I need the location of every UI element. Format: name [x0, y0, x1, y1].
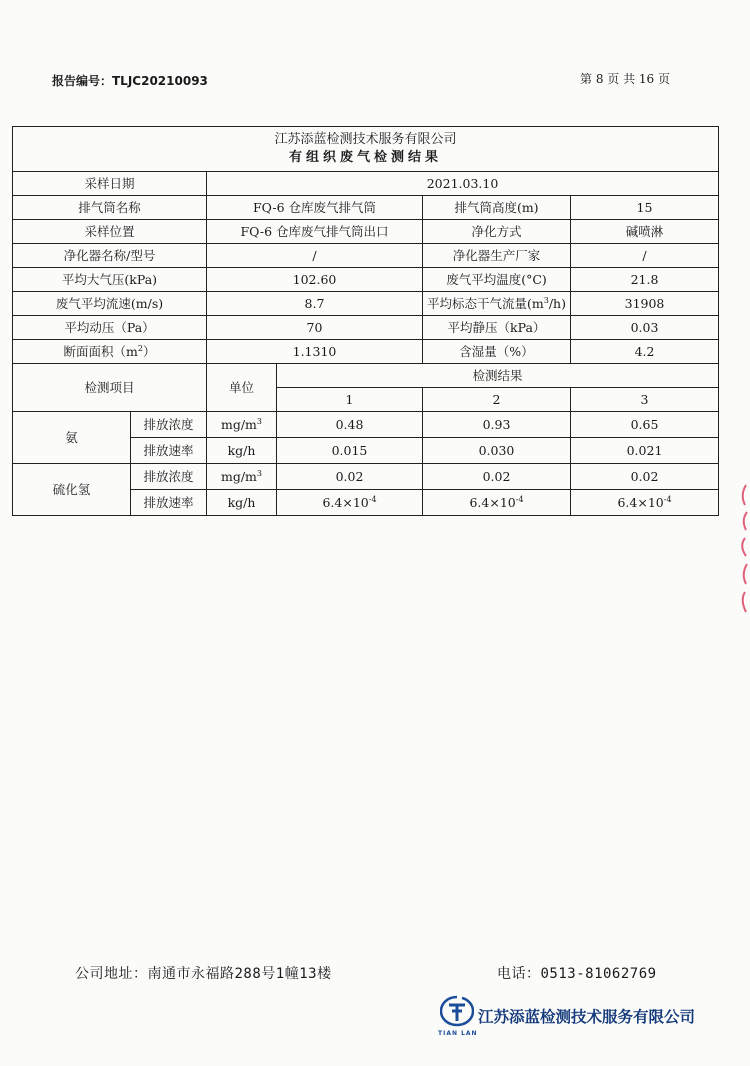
unit-header: 单位	[207, 364, 277, 412]
h2s-name: 硫化氢	[13, 464, 131, 516]
h2s-rate-3	[571, 490, 719, 516]
report-number: 报告编号：TLJC20210093	[52, 74, 208, 88]
ammonia-conc-1: 0.48	[277, 412, 423, 438]
purifier-maker-label: 净化器生产厂家	[423, 244, 571, 268]
results-header: 检测结果	[277, 364, 719, 388]
rate-exp: -4	[663, 494, 672, 504]
flow-label-text: 平均标态干气流量(m	[427, 295, 544, 311]
purify-method-label: 净化方式	[423, 220, 571, 244]
company-address: 公司地址：南通市永福路288号1幢13楼	[75, 966, 332, 982]
stack-height: 15	[571, 196, 719, 220]
h2s-rate-1	[277, 490, 423, 516]
unit-sup: 3	[256, 416, 262, 426]
ammonia-rate-1: 0.015	[277, 438, 423, 464]
result-col-1: 1	[277, 388, 423, 412]
page-number: 第 8 页 共 16 页	[580, 72, 670, 86]
h2s-conc-unit	[207, 464, 277, 490]
area-label	[13, 340, 207, 364]
ammonia-conc-2: 0.93	[423, 412, 571, 438]
purifier-model: /	[207, 244, 423, 268]
item-header: 检测项目	[13, 364, 207, 412]
ammonia-conc-unit	[207, 412, 277, 438]
ammonia-conc-3: 0.65	[571, 412, 719, 438]
table-company: 江苏添蓝检测技术服务有限公司	[274, 131, 457, 147]
rate-base: 6.4×10	[617, 494, 664, 510]
area-label-sup: 2	[137, 343, 143, 353]
rate-exp: -4	[515, 494, 524, 504]
ammonia-rate-2: 0.030	[423, 438, 571, 464]
h2s-rate-unit: kg/h	[207, 490, 277, 516]
table-title-cell	[13, 127, 719, 172]
temperature-label: 废气平均温度(°C)	[423, 268, 571, 292]
stack-name: FQ-6 仓库废气排气筒	[207, 196, 423, 220]
ammonia-rate-3: 0.021	[571, 438, 719, 464]
ammonia-rate-label: 排放速率	[131, 438, 207, 464]
area-label-text: 断面面积（m	[63, 343, 138, 359]
rate-base: 6.4×10	[469, 494, 516, 510]
company-logo-icon	[440, 995, 474, 1027]
moisture: 4.2	[571, 340, 719, 364]
company-phone: 电话：0513-81062769	[497, 966, 657, 982]
purifier-maker: /	[571, 244, 719, 268]
stack-name-label: 排气筒名称	[13, 196, 207, 220]
h2s-rate-label: 排放速率	[131, 490, 207, 516]
flow-label-sup: 3	[543, 295, 549, 305]
moisture-label: 含湿量（%）	[423, 340, 571, 364]
sampling-location: FQ-6 仓库废气排气筒出口	[207, 220, 423, 244]
ammonia-rate-unit: kg/h	[207, 438, 277, 464]
exhaust-test-results-table	[12, 126, 719, 516]
flow-label	[423, 292, 571, 316]
ammonia-name: 氨	[13, 412, 131, 464]
unit-sup: 3	[256, 468, 262, 478]
sampling-location-label: 采样位置	[13, 220, 207, 244]
velocity-label: 废气平均流速(m/s)	[13, 292, 207, 316]
temperature: 21.8	[571, 268, 719, 292]
h2s-conc-2: 0.02	[423, 464, 571, 490]
table-title: 有组织废气检测结果	[289, 150, 443, 165]
purifier-model-label: 净化器名称/型号	[13, 244, 207, 268]
rate-base: 6.4×10	[322, 494, 369, 510]
logo-subtitle: TIAN LAN	[438, 1030, 478, 1037]
flow-label-tail: /h)	[548, 295, 566, 311]
stack-height-label: 排气筒高度(m)	[423, 196, 571, 220]
velocity: 8.7	[207, 292, 423, 316]
dynamic-pressure-label: 平均动压（Pa）	[13, 316, 207, 340]
area-label-tail: ）	[142, 343, 156, 359]
h2s-rate-2	[423, 490, 571, 516]
static-pressure: 0.03	[571, 316, 719, 340]
ammonia-conc-label: 排放浓度	[131, 412, 207, 438]
pressure-label: 平均大气压(kPa)	[13, 268, 207, 292]
sampling-date: 2021.03.10	[207, 172, 719, 196]
h2s-conc-label: 排放浓度	[131, 464, 207, 490]
flow: 31908	[571, 292, 719, 316]
static-pressure-label: 平均静压（kPa）	[423, 316, 571, 340]
footer-company-name: 江苏添蓝检测技术服务有限公司	[478, 1008, 696, 1026]
red-stamp-edge	[736, 480, 750, 620]
result-col-3: 3	[571, 388, 719, 412]
result-col-2: 2	[423, 388, 571, 412]
area: 1.1310	[207, 340, 423, 364]
dynamic-pressure: 70	[207, 316, 423, 340]
unit-text: mg/m	[220, 416, 257, 432]
pressure: 102.60	[207, 268, 423, 292]
unit-text: mg/m	[220, 468, 257, 484]
h2s-conc-3: 0.02	[571, 464, 719, 490]
h2s-conc-1: 0.02	[277, 464, 423, 490]
rate-exp: -4	[368, 494, 377, 504]
purify-method: 碱喷淋	[571, 220, 719, 244]
sampling-date-label: 采样日期	[13, 172, 207, 196]
